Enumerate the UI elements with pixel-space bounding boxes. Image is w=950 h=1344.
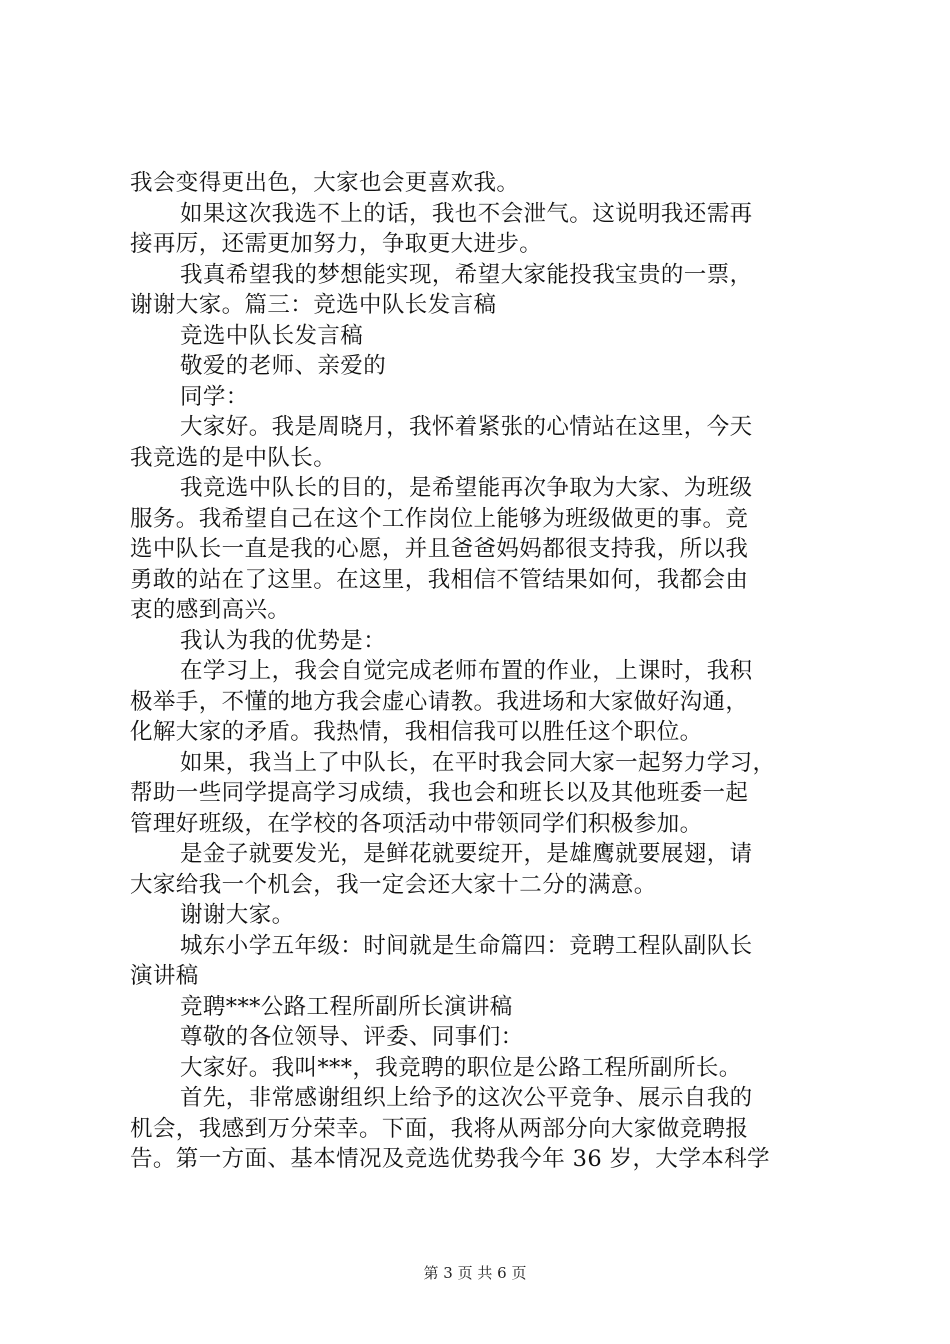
text-line: 城东小学五年级：时间就是生命篇四：竞聘工程队副队长 [180, 932, 753, 959]
text-line: 接再厉，还需更加努力，争取更大进步。 [130, 231, 543, 257]
text-line: 演讲稿 [130, 963, 199, 989]
text-line: 竞聘***公路工程所副所长演讲稿 [180, 993, 513, 1020]
text-line: 帮助一些同学提高学习成绩，我也会和班长以及其他班委一起 [130, 780, 749, 806]
text-line: 是金子就要发光，是鲜花就要绽开，是雄鹰就要展翅，请 [180, 841, 753, 867]
text-line: 我竞选中队长的目的，是希望能再次争取为大家、为班级 [180, 475, 753, 501]
text-line: 大家好。我叫***，我竞聘的职位是公路工程所副所长。 [180, 1054, 742, 1081]
text-line: 大家好。我是周晓月，我怀着紧张的心情站在这里，今天 [180, 414, 753, 440]
text-line: 化解大家的矛盾。我热情，我相信我可以胜任这个职位。 [130, 719, 703, 745]
text-line: 管理好班级，在学校的各项活动中带领同学们积极参加。 [130, 810, 703, 837]
text-line: 竞选中队长发言稿 [180, 322, 364, 349]
text-line: 同学： [180, 383, 249, 410]
text-line: 我会变得更出色，大家也会更喜欢我。 [130, 170, 520, 196]
text-line: 我认为我的优势是： [180, 627, 387, 654]
text-line: 选中队长一直是我的心愿，并且爸爸妈妈都很支持我，所以我 [130, 536, 749, 562]
text-line: 敬爱的老师、亲爱的 [180, 353, 387, 379]
text-line: 尊敬的各位领导、评委、同事们： [180, 1024, 524, 1050]
text-line: 在学习上，我会自觉完成老师布置的作业，上课时，我积 [180, 658, 753, 684]
text-line: 服务。我希望自己在这个工作岗位上能够为班级做更的事。竞 [130, 505, 749, 532]
text-line: 我竞选的是中队长。 [130, 444, 337, 471]
text-line: 首先，非常感谢组织上给予的这次公平竞争、展示自我的 [180, 1085, 753, 1111]
text-line: 谢谢大家。篇三：竞选中队长发言稿 [130, 292, 497, 318]
text-line: 机会，我感到万分荣幸。下面，我将从两部分向大家做竞聘报 [130, 1115, 749, 1142]
text-line: 勇敢的站在了这里。在这里，我相信不管结果如何，我都会由 [130, 566, 749, 593]
text-line: 极举手，不懂的地方我会虚心请教。我进场和大家做好沟通， [130, 688, 749, 715]
page-footer: 第 3 页 共 6 页 [423, 1264, 527, 1282]
text-line: 谢谢大家。 [180, 902, 295, 928]
text-line: 告。第一方面、基本情况及竞选优势我今年 36 岁，大学本科学 [130, 1146, 770, 1172]
text-line: 如果，我当上了中队长，在平时我会同大家一起努力学习， [180, 749, 776, 776]
text-line: 衷的感到高兴。 [130, 597, 291, 623]
text-line: 大家给我一个机会，我一定会还大家十二分的满意。 [130, 871, 657, 898]
text-line: 我真希望我的梦想能实现，希望大家能投我宝贵的一票， [180, 261, 753, 288]
text-line: 如果这次我选不上的话，我也不会泄气。这说明我还需再 [180, 200, 753, 227]
document-body [130, 168, 835, 1175]
